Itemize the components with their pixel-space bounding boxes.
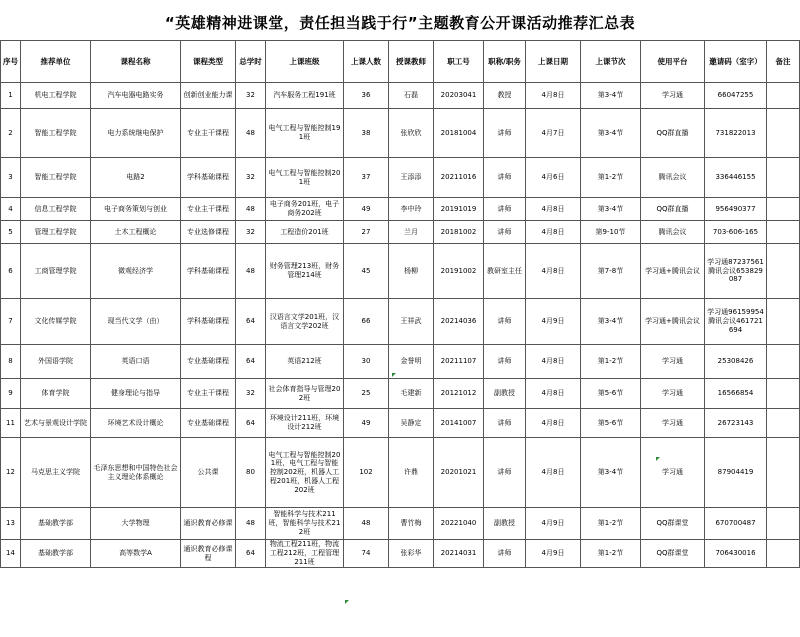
table-cell[interactable]: 4月8日	[526, 438, 581, 508]
table-cell[interactable]: 物流工程211班，物流工程212班，工程管理211班	[266, 540, 344, 568]
table-cell[interactable]: 王祥武	[389, 299, 434, 345]
table-cell[interactable]: 第3-4节	[581, 83, 641, 109]
table-cell[interactable]: 环境设计211班，环境设计212班	[266, 409, 344, 438]
table-cell[interactable]: 学习通	[641, 409, 705, 438]
table-cell[interactable]: 336446155	[705, 158, 767, 198]
column-header[interactable]: 邀请码（室字）	[705, 41, 767, 83]
table-cell[interactable]: 智能科学与技术211班，智能科学与技术212班	[266, 508, 344, 540]
table-cell[interactable]: 4月8日	[526, 409, 581, 438]
table-cell[interactable]: 14	[1, 540, 21, 568]
table-cell[interactable]: 学习通+腾讯会议	[641, 244, 705, 299]
table-cell[interactable]: 5	[1, 221, 21, 244]
table-cell[interactable]: 教授	[484, 83, 526, 109]
table-cell[interactable]: 20201021	[434, 438, 484, 508]
table-cell[interactable]: 工商管理学院	[21, 244, 91, 299]
table-cell[interactable]: 兰月	[389, 221, 434, 244]
table-cell[interactable]: 32	[236, 158, 266, 198]
table-cell[interactable]: 64	[236, 540, 266, 568]
table-cell[interactable]: 11	[1, 409, 21, 438]
table-cell[interactable]: 王添添	[389, 158, 434, 198]
table-cell[interactable]: 智能工程学院	[21, 158, 91, 198]
table-cell[interactable]: 吴静定	[389, 409, 434, 438]
table-cell[interactable]: 32	[236, 221, 266, 244]
table-cell[interactable]: 财务管理213班，财务管理214班	[266, 244, 344, 299]
table-cell[interactable]	[767, 158, 800, 198]
table-cell[interactable]: 石磊	[389, 83, 434, 109]
table-cell[interactable]: 4月8日	[526, 83, 581, 109]
table-cell[interactable]	[767, 109, 800, 158]
table-cell[interactable]: 腾讯会议	[641, 221, 705, 244]
table-cell[interactable]: 机电工程学院	[21, 83, 91, 109]
table-cell[interactable]: 670700487	[705, 508, 767, 540]
table-row	[1, 83, 800, 109]
table-cell[interactable]: 32	[236, 83, 266, 109]
table-cell[interactable]: 第5-6节	[581, 409, 641, 438]
column-header[interactable]: 推荐单位	[21, 41, 91, 83]
table-cell[interactable]: 20214031	[434, 540, 484, 568]
table-cell[interactable]: 管理工程学院	[21, 221, 91, 244]
table-cell[interactable]: 现当代文学（由）	[91, 299, 181, 345]
table-cell[interactable]: 48	[236, 109, 266, 158]
table-cell[interactable]: 4月6日	[526, 158, 581, 198]
table-cell[interactable]	[767, 299, 800, 345]
table-cell[interactable]: 4月9日	[526, 540, 581, 568]
table-cell[interactable]: QQ群课堂	[641, 508, 705, 540]
table-cell[interactable]: 48	[344, 508, 389, 540]
table-cell[interactable]: 专业基础课程	[181, 345, 236, 379]
table-cell[interactable]: 6	[1, 244, 21, 299]
table-cell[interactable]: 30	[344, 345, 389, 379]
table-cell[interactable]: 20191019	[434, 198, 484, 221]
table-cell[interactable]: 16566854	[705, 379, 767, 409]
table-cell[interactable]: 8	[1, 345, 21, 379]
table-cell[interactable]: 66	[344, 299, 389, 345]
table-cell[interactable]: 环境艺术设计概论	[91, 409, 181, 438]
table-cell[interactable]: 27	[344, 221, 389, 244]
table-cell[interactable]	[767, 379, 800, 409]
table-cell[interactable]: 专业主干课程	[181, 109, 236, 158]
column-header[interactable]: 课程类型	[181, 41, 236, 83]
table-cell[interactable]: 汉语言文学201班，汉语言文学202班	[266, 299, 344, 345]
table-cell[interactable]: 12	[1, 438, 21, 508]
table-cell[interactable]: 学习通+腾讯会议	[641, 299, 705, 345]
table-cell[interactable]	[767, 244, 800, 299]
column-header[interactable]: 职称/职务	[484, 41, 526, 83]
table-cell[interactable]: 956490377	[705, 198, 767, 221]
table-cell[interactable]: 讲师	[484, 438, 526, 508]
table-cell[interactable]: 第5-6节	[581, 379, 641, 409]
table-cell[interactable]: 健身理论与指导	[91, 379, 181, 409]
table-cell[interactable]: 大学物理	[91, 508, 181, 540]
table-cell[interactable]: 102	[344, 438, 389, 508]
table-cell[interactable]: 微观经济学	[91, 244, 181, 299]
table-cell[interactable]: 社会体育指导与管理202班	[266, 379, 344, 409]
table-cell[interactable]: 高等数学A	[91, 540, 181, 568]
table-cell[interactable]: 教研室主任	[484, 244, 526, 299]
table-cell[interactable]: 第9-10节	[581, 221, 641, 244]
table-row	[1, 379, 800, 409]
table-cell[interactable]: 讲师	[484, 345, 526, 379]
table-cell[interactable]: 64	[236, 345, 266, 379]
table-cell[interactable]	[767, 540, 800, 568]
table-cell[interactable]: 7	[1, 299, 21, 345]
table-cell[interactable]: 艺术与景观设计学院	[21, 409, 91, 438]
table-cell[interactable]: 信息工程学院	[21, 198, 91, 221]
table-cell[interactable]: 20221040	[434, 508, 484, 540]
table-cell[interactable]: 731822013	[705, 109, 767, 158]
table-cell[interactable]: 20211107	[434, 345, 484, 379]
table-row	[1, 198, 800, 221]
table-cell[interactable]: 汽车服务工程191班	[266, 83, 344, 109]
table-cell[interactable]: 公共课	[181, 438, 236, 508]
table-cell[interactable]: 26723143	[705, 409, 767, 438]
table-cell[interactable]	[767, 409, 800, 438]
column-header[interactable]: 上课班级	[266, 41, 344, 83]
table-cell[interactable]: 66047255	[705, 83, 767, 109]
table-cell[interactable]: 9	[1, 379, 21, 409]
column-header[interactable]: 使用平台	[641, 41, 705, 83]
header-row	[1, 41, 800, 83]
table-cell[interactable]: 4月9日	[526, 508, 581, 540]
summary-table	[0, 40, 800, 568]
table-cell[interactable]: 曹竹梅	[389, 508, 434, 540]
table-cell[interactable]: 基础教学部	[21, 508, 91, 540]
table-cell[interactable]	[767, 198, 800, 221]
table-cell[interactable]: 45	[344, 244, 389, 299]
table-cell[interactable]: 学习通87237561腾讯会议653829087	[705, 244, 767, 299]
table-cell[interactable]: 腾讯会议	[641, 158, 705, 198]
table-cell[interactable]: 74	[344, 540, 389, 568]
table-cell[interactable]: 讲师	[484, 299, 526, 345]
table-cell[interactable]: 学习通	[641, 83, 705, 109]
table-cell[interactable]: 创新创业能力课	[181, 83, 236, 109]
column-header[interactable]: 上课节次	[581, 41, 641, 83]
table-cell[interactable]: 学习通	[641, 438, 705, 508]
table-cell[interactable]: 第7-8节	[581, 244, 641, 299]
table-cell[interactable]: 20214036	[434, 299, 484, 345]
table-cell[interactable]: 学习通96159954腾讯会议461721694	[705, 299, 767, 345]
table-cell[interactable]: 毛建新	[389, 379, 434, 409]
table-cell[interactable]: 专业选修课程	[181, 221, 236, 244]
table-cell[interactable]: 体育学院	[21, 379, 91, 409]
table-cell[interactable]: 马克思主义学院	[21, 438, 91, 508]
table-cell[interactable]: 李中玲	[389, 198, 434, 221]
table-cell[interactable]: QQ群课堂	[641, 540, 705, 568]
table-cell[interactable]: 电路2	[91, 158, 181, 198]
table-cell[interactable]: 学习通	[641, 379, 705, 409]
table-cell[interactable]: 电气工程与智能控制201班	[266, 158, 344, 198]
table-cell[interactable]: 英语口语	[91, 345, 181, 379]
table-cell[interactable]: 25	[344, 379, 389, 409]
table-cell[interactable]: 学习通	[641, 345, 705, 379]
table-cell[interactable]: 64	[236, 299, 266, 345]
column-header[interactable]: 职工号	[434, 41, 484, 83]
table-row	[1, 508, 800, 540]
table-cell[interactable]	[767, 83, 800, 109]
table-cell[interactable]: 4月8日	[526, 345, 581, 379]
table-cell[interactable]: 讲师	[484, 109, 526, 158]
table-cell[interactable]: 副教授	[484, 379, 526, 409]
table-cell[interactable]: 80	[236, 438, 266, 508]
table-cell[interactable]: 706430016	[705, 540, 767, 568]
table-cell[interactable]: 通识教育必修课程	[181, 540, 236, 568]
table-cell[interactable]: 4月8日	[526, 244, 581, 299]
table-cell[interactable]: 48	[236, 508, 266, 540]
table-cell[interactable]: 讲师	[484, 409, 526, 438]
table-cell[interactable]: 64	[236, 409, 266, 438]
table-cell[interactable]: 20181004	[434, 109, 484, 158]
table-cell[interactable]: 电气工程与智能控制191班	[266, 109, 344, 158]
table-cell[interactable]: 4	[1, 198, 21, 221]
table-cell[interactable]: 20121012	[434, 379, 484, 409]
table-cell[interactable]: 49	[344, 409, 389, 438]
table-cell[interactable]: 32	[236, 379, 266, 409]
table-row	[1, 409, 800, 438]
table-cell[interactable]: 学科基础课程	[181, 299, 236, 345]
table-cell[interactable]: 20141007	[434, 409, 484, 438]
table-cell[interactable]: 13	[1, 508, 21, 540]
table-cell[interactable]: 第1-2节	[581, 158, 641, 198]
table-cell[interactable]: 4月9日	[526, 299, 581, 345]
cell-note-marker	[345, 600, 349, 604]
table-cell[interactable]: 48	[236, 244, 266, 299]
table-cell[interactable]: 英语212班	[266, 345, 344, 379]
table-cell[interactable]: 20203041	[434, 83, 484, 109]
table-cell[interactable]: 杨柳	[389, 244, 434, 299]
table-cell[interactable]: 金誉明	[389, 345, 434, 379]
table-cell[interactable]: 第1-2节	[581, 540, 641, 568]
table-cell[interactable]: 张欣欣	[389, 109, 434, 158]
table-cell[interactable]: 电子商务201班，电子商务202班	[266, 198, 344, 221]
table-cell[interactable]: 毛泽东思想和中国特色社会主义理论体系概论	[91, 438, 181, 508]
sheet-title: “英雄精神进课堂，责任担当践于行”主题教育公开课活动推荐汇总表	[164, 14, 636, 32]
table-cell[interactable]: 张彩华	[389, 540, 434, 568]
table-cell[interactable]: 20181002	[434, 221, 484, 244]
column-header[interactable]: 上课人数	[344, 41, 389, 83]
table-cell[interactable]: 土木工程概论	[91, 221, 181, 244]
table-row	[1, 221, 800, 244]
table-cell[interactable]: QQ群直播	[641, 198, 705, 221]
table-cell[interactable]: 副教授	[484, 508, 526, 540]
table-cell[interactable]: 电力系统继电保护	[91, 109, 181, 158]
table-cell[interactable]: 4月7日	[526, 109, 581, 158]
table-cell[interactable]: 第1-2节	[581, 345, 641, 379]
table-row	[1, 438, 800, 508]
table-cell[interactable]: 学科基础课程	[181, 244, 236, 299]
table-cell[interactable]: 许鼎	[389, 438, 434, 508]
table-cell[interactable]: 讲师	[484, 221, 526, 244]
column-header[interactable]: 上课日期	[526, 41, 581, 83]
table-cell[interactable]: 87904419	[705, 438, 767, 508]
cell-note-marker	[656, 457, 660, 461]
table-cell[interactable]	[767, 221, 800, 244]
table-row	[1, 540, 800, 568]
table-cell[interactable]: 48	[236, 198, 266, 221]
table-cell[interactable]: 专业主干课程	[181, 379, 236, 409]
table-cell[interactable]: 电气工程与智能控制201班，电气工程与智能控制202班，机器人工程201班，机器人工程202班	[266, 438, 344, 508]
table-cell[interactable]: 讲师	[484, 198, 526, 221]
table-cell[interactable]: 第3-4节	[581, 299, 641, 345]
table-cell[interactable]	[767, 345, 800, 379]
table-cell[interactable]: 4月8日	[526, 379, 581, 409]
cell-note-marker	[392, 373, 396, 377]
table-cell[interactable]: 3	[1, 158, 21, 198]
table-cell[interactable]: 专业基础课程	[181, 409, 236, 438]
table-cell[interactable]: 讲师	[484, 540, 526, 568]
table-cell[interactable]: 外国语学院	[21, 345, 91, 379]
table-cell[interactable]: 2	[1, 109, 21, 158]
table-cell[interactable]: 专业主干课程	[181, 198, 236, 221]
table-cell[interactable]: 讲师	[484, 158, 526, 198]
table-cell[interactable]: 第3-4节	[581, 438, 641, 508]
column-header[interactable]: 序号	[1, 41, 21, 83]
table-cell[interactable]: 20191002	[434, 244, 484, 299]
column-header[interactable]: 授课教师	[389, 41, 434, 83]
table-cell[interactable]: 第1-2节	[581, 508, 641, 540]
table-cell[interactable]: 工程造价201班	[266, 221, 344, 244]
table-cell[interactable]: 4月8日	[526, 198, 581, 221]
table-cell[interactable]: 第3-4节	[581, 109, 641, 158]
table-cell[interactable]: 文化传媒学院	[21, 299, 91, 345]
table-row	[1, 109, 800, 158]
table-cell[interactable]: 1	[1, 83, 21, 109]
table-cell[interactable]: 25308426	[705, 345, 767, 379]
table-row	[1, 345, 800, 379]
table-cell[interactable]: 基础教学部	[21, 540, 91, 568]
table-cell[interactable]	[767, 438, 800, 508]
table-cell[interactable]: 37	[344, 158, 389, 198]
table-cell[interactable]: 智能工程学院	[21, 109, 91, 158]
column-header[interactable]: 备注	[767, 41, 800, 83]
table-row	[1, 244, 800, 299]
table-cell[interactable]: 20211016	[434, 158, 484, 198]
table-cell[interactable]: 4月8日	[526, 221, 581, 244]
table-cell[interactable]: 第3-4节	[581, 198, 641, 221]
table-cell[interactable]: 汽车电器电路实务	[91, 83, 181, 109]
table-cell[interactable]: 49	[344, 198, 389, 221]
table-cell[interactable]: 通识教育必修课	[181, 508, 236, 540]
table-cell[interactable]	[767, 508, 800, 540]
table-row	[1, 299, 800, 345]
table-cell[interactable]: 703-606-165	[705, 221, 767, 244]
column-header[interactable]: 课程名称	[91, 41, 181, 83]
table-cell[interactable]: 38	[344, 109, 389, 158]
table-cell[interactable]: 36	[344, 83, 389, 109]
table-cell[interactable]: QQ群直播	[641, 109, 705, 158]
table-row	[1, 158, 800, 198]
table-cell[interactable]: 电子商务策划与创业	[91, 198, 181, 221]
table-cell[interactable]: 学科基础课程	[181, 158, 236, 198]
column-header[interactable]: 总学时	[236, 41, 266, 83]
